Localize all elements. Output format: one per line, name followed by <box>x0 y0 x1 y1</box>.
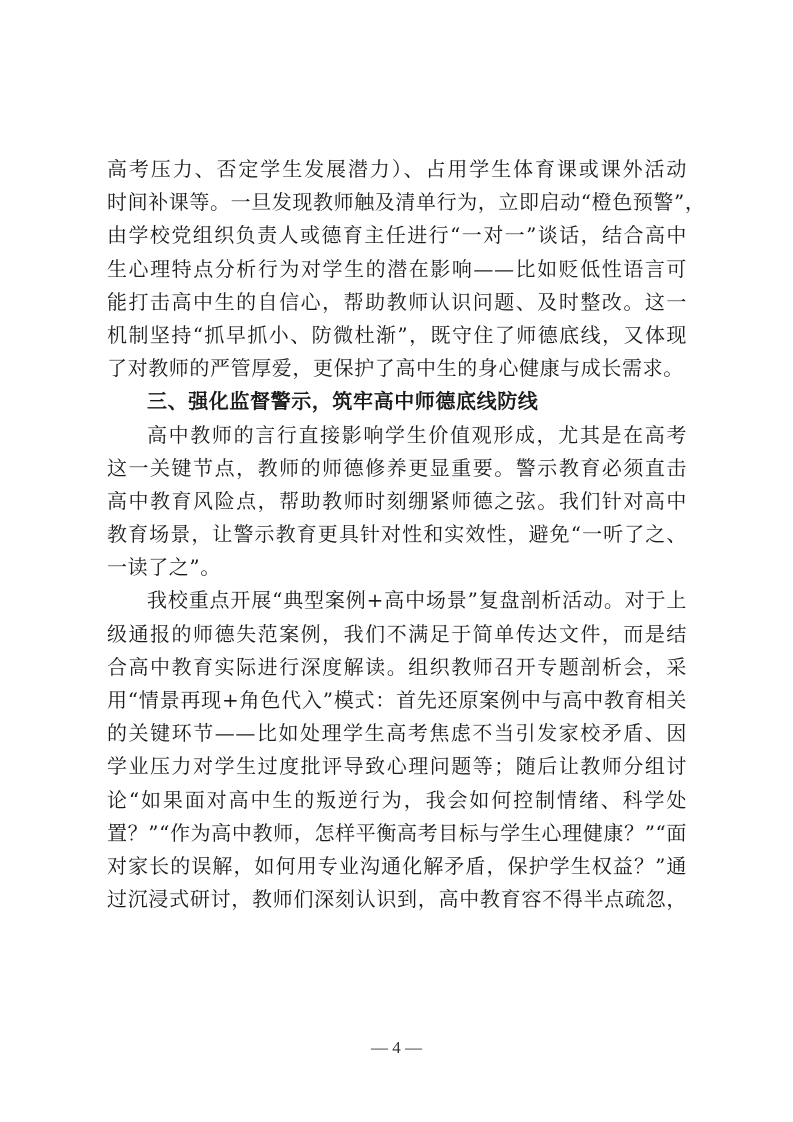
text-line-23: 过沉浸式研讨，教师们深刻认识到，高中教育容不得半点疏忽， <box>107 887 687 912</box>
text-line-18: 的关键环节——比如处理学生高考焦虑不当引发家校矛盾、因 <box>107 721 687 746</box>
text-line-6: 机制坚持“抓早抓小、防微杜渐”，既守住了师德底线，又体现 <box>107 322 687 347</box>
text-line-4: 生心理特点分析行为对学生的潜在影响——比如贬低性语言可 <box>107 256 687 281</box>
text-line-11: 高中教育风险点，帮助教师时刻绷紧师德之弦。我们针对高中 <box>107 488 687 513</box>
text-line-12: 教育场景，让警示教育更具针对性和实效性，避免“一听了之、 <box>107 522 687 547</box>
text-line-10: 这一关键节点，教师的师德修养更显重要。警示教育必须直击 <box>107 455 687 480</box>
text-line-9: 高中教师的言行直接影响学生价值观形成，尤其是在高考 <box>147 422 687 447</box>
text-line-22: 对家长的误解，如何用专业沟通化解矛盾，保护学生权益？”通 <box>107 853 687 878</box>
text-line-17: 用“情景再现+角色代入”模式：首先还原案例中与高中教育相关 <box>107 688 687 712</box>
text-line-14: 我校重点开展“典型案例+高中场景”复盘剖析活动。对于上 <box>147 588 687 613</box>
text-line-5: 能打击高中生的自信心，帮助教师认识问题、及时整改。这一 <box>107 289 687 314</box>
text-line-16: 合高中教育实际进行深度解读。组织教师召开专题剖析会，采 <box>107 654 687 679</box>
text-line-20: 论“如果面对高中生的叛逆行为，我会如何控制情绪、科学处 <box>107 787 687 812</box>
text-line-3: 由学校党组织负责人或德育主任进行“一对一”谈话，结合高中 <box>107 223 687 248</box>
section-heading: 三、强化监督警示，筑牢高中师德底线防线 <box>147 389 539 414</box>
text-line-19: 学业压力对学生过度批评导致心理问题等；随后让教师分组讨 <box>107 754 687 779</box>
text-line-15: 级通报的师德失范案例，我们不满足于简单传达文件，而是结 <box>107 621 687 646</box>
text-line-21: 置？”“作为高中教师，怎样平衡高考目标与学生心理健康？”“面 <box>107 820 687 845</box>
text-line-2: 时间补课等。一旦发现教师触及清单行为，立即启动“橙色预警”， <box>107 190 706 215</box>
text-line-7: 了对教师的严管厚爱，更保护了高中生的身心健康与成长需求。 <box>107 356 684 381</box>
body-text <box>107 153 706 916</box>
page-number: — 4 — <box>371 1038 422 1057</box>
text-line-1: 高考压力、否定学生发展潜力）、占用学生体育课或课外活动 <box>107 157 687 181</box>
text-line-13: 一读了之”。 <box>107 555 221 580</box>
